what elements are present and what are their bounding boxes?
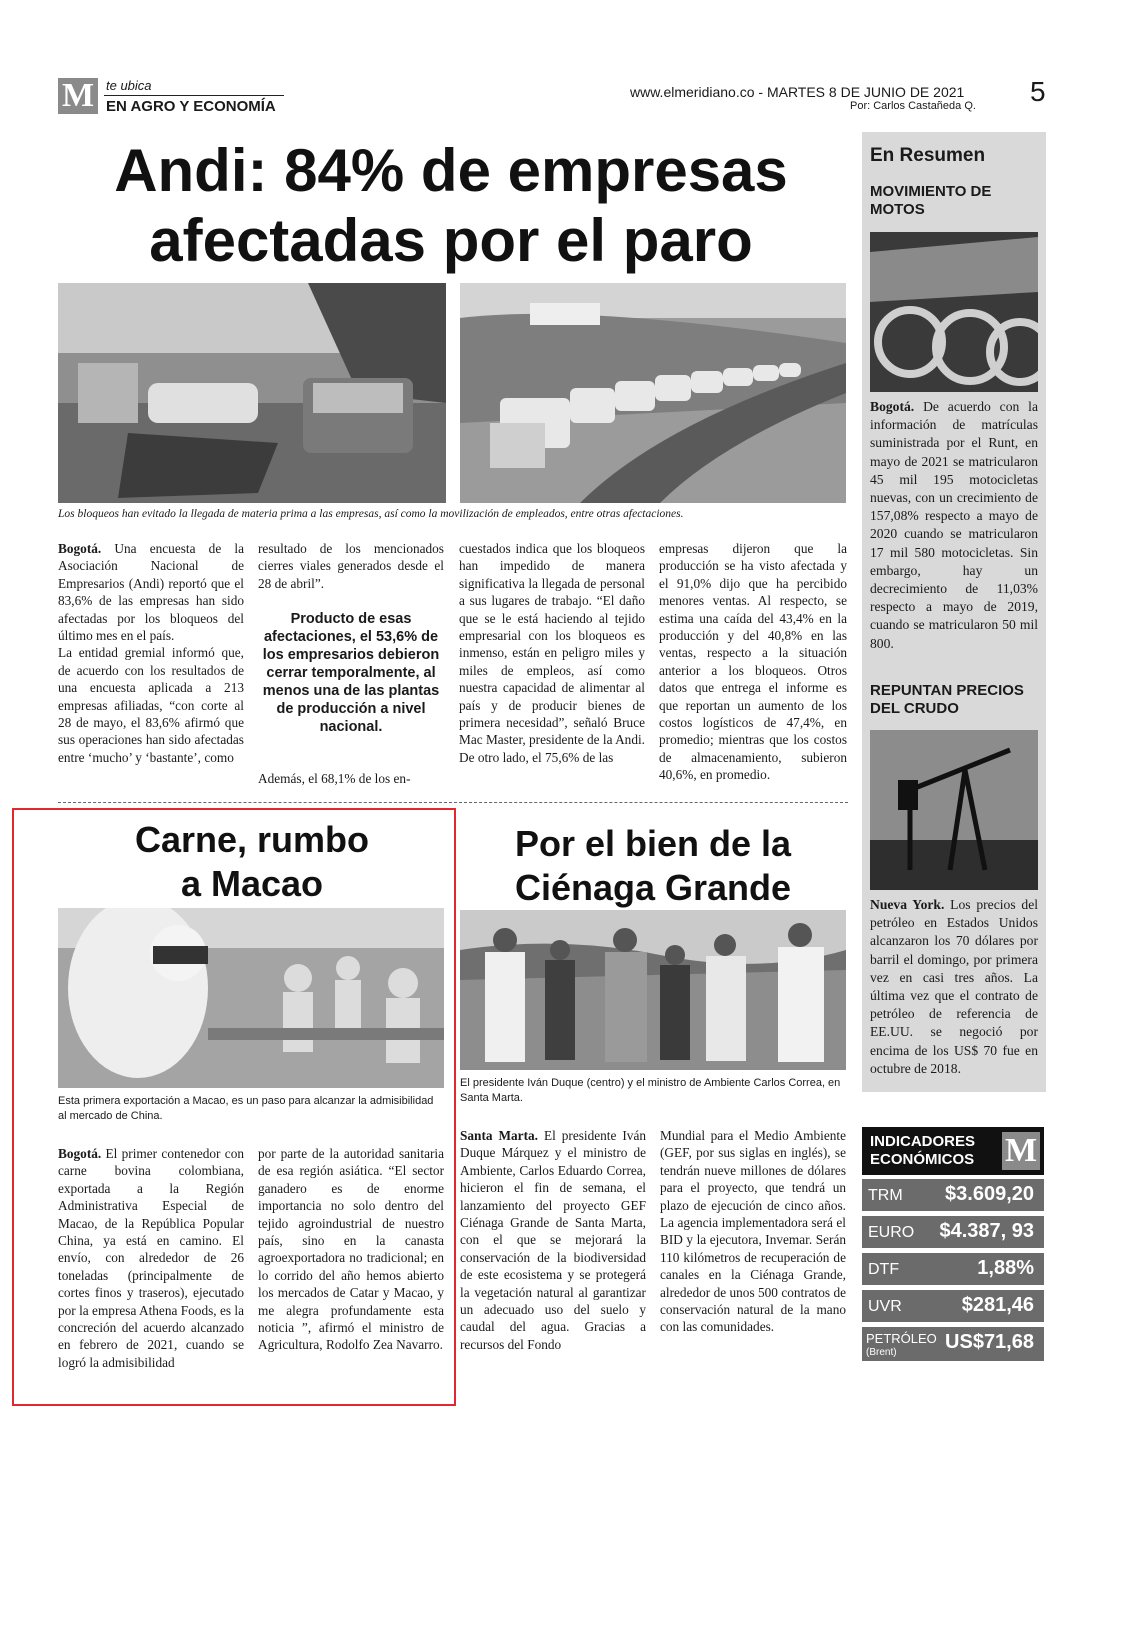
main-col-4 [659, 540, 847, 784]
indicator-value: $3.609,20 [945, 1183, 1034, 1205]
oil-pump-photo-art [870, 730, 1038, 890]
main-col2-text: resultado de los mencionados cierres viales generados desde el 28 de abril”. [258, 541, 444, 591]
main-dateline: Bogotá. [58, 541, 102, 556]
cienaga-dateline: Santa Marta. [460, 1128, 538, 1143]
indicator-row-trm [862, 1179, 1044, 1211]
cienaga-headline-line2: Ciénaga Grande [514, 867, 792, 908]
macao-headline-line1: Carne, rumbo [134, 819, 370, 860]
macao-col-1 [58, 1145, 244, 1371]
president-photo-art [460, 910, 846, 1070]
main-headline [48, 136, 854, 276]
macao-col2-text: por parte de la autoridad sanitaria de esa región asiática. “El sector ganadero es de enorme importancia no solo dentro del tejido agroindustrial de nuestro país, sino en la canasta agroexportadora no tradicional; en lo corrido del año hemos abierto los mercados de Catar y Macao, y me alegra profundamente esta noticia ”, afirmó el ministro de Agricultura, Rodolfo Zea Navarro. [258, 1146, 444, 1353]
oil-pump-photo [870, 730, 1038, 890]
macao-col-2 [258, 1145, 444, 1354]
sidebar-title: En Resumen [870, 145, 986, 166]
section-name: EN AGRO Y ECONOMÍA [106, 98, 276, 115]
sidebar-item1-body [870, 398, 1038, 653]
indicators-title-line1: INDICADORES [870, 1133, 976, 1150]
main-col4-text: empresas dijeron que la producción se ha visto afectada y el 91,0% dijo que ha percibido menores ventas. Al respecto, se estima una caída del 43,4% en la producción y del 40,8% en las ventas, respecto a la situación anterior a los bloqueos. Otros datos que entrega el informe es que reportan un aumento de los costos logísticos de 47,4%, en promedio; mientras que los costos de almacenamiento, subieron 40,6%, en promedio. [659, 541, 847, 783]
section-divider [104, 95, 284, 96]
trucks-photo-art [460, 283, 846, 503]
cienaga-photo-caption: El presidente Iván Duque (centro) y el ministro de Ambiente Carlos Correa, en Santa Marta. [460, 1077, 841, 1104]
indicators-list [862, 1179, 1044, 1361]
main-col3-text: cuestados indica que los bloqueos han impedido de manera significativa la llegada de personal a sus lugares de trabajo. “El daño que se le está haciendo al tejido empresarial con los bloqueos es inmenso, están en peligro miles y miles de empleos, así como nuestra capacidad de alimentar al país y de producir bienes de primera necesidad”, señaló Bruce Mac Master, presidente de la Andi. De otro lado, el 75,6% de las [459, 541, 645, 765]
indicators-title-line2: ECONÓMICOS [870, 1151, 975, 1168]
main-col-3 [459, 540, 645, 766]
indicator-label: PETRÓLEO [866, 1331, 937, 1346]
main-col2-continuation [258, 770, 444, 787]
blockade-photo [58, 283, 446, 503]
macao-headline [58, 818, 446, 906]
pull-quote: Producto de esas afectaciones, el 53,6% de los empresarios debieron cerrar temporalmente, al menos una de las plantas de producción a nivel nacional. [262, 611, 440, 735]
cienaga-headline [460, 822, 846, 910]
indicators-logo: M [1002, 1132, 1040, 1170]
main-photo-caption: Los bloqueos han evitado la llegada de materia prima a las empresas, así como la movilización de empleados, entre otras afectaciones. [58, 508, 684, 520]
cienaga-headline-line1: Por el bien de la [514, 823, 792, 864]
indicator-row-euro [862, 1216, 1044, 1248]
indicator-sublabel: (Brent) [866, 1347, 897, 1358]
newspaper-logo: M [58, 78, 98, 114]
sidebar-item2-body [870, 896, 1038, 1078]
blockade-photo-art [58, 283, 446, 503]
section-separator [58, 802, 848, 803]
sidebar-item2-dateline: Nueva York. [870, 897, 945, 912]
indicator-value: 1,88% [977, 1257, 1034, 1279]
sidebar-item2-title: REPUNTAN PRECIOS DEL CRUDO [870, 682, 1024, 717]
indicator-label: UVR [868, 1298, 902, 1315]
main-col-1 [58, 540, 244, 766]
indicator-value: $281,46 [961, 1294, 1034, 1316]
sidebar-item1-title: MOVIMIENTO DE MOTOS [870, 183, 992, 218]
main-col1-text: Una encuesta de la Asociación Nacional de Empresarios (Andi) reportó que el 83,6% de las empresas han sido afectadas por los bloqueos del último mes en el país. [58, 541, 244, 644]
cienaga-col-1 [460, 1127, 646, 1353]
macao-col1-text: El primer contenedor con carne bovina colombiana, exportada a la Región Administrativa Especial de Macao, de la República Popular China, ya está en camino. El envío, con alrededor de 26 toneladas (principalmente de cortes finos y traseros), ejecutado por la empresa Athena Foods, es la concreción del acuerdo alcanzado en febrero de 2021, cuando se logró la admisibilidad [58, 1146, 244, 1370]
main-headline-line2: afectadas por el paro [149, 207, 753, 274]
indicator-label: EURO [868, 1224, 915, 1241]
sidebar-item1-dateline: Bogotá. [870, 399, 915, 414]
meat-plant-photo [58, 908, 444, 1088]
main-col1-text2: La entidad gremial informó que, de acuerdo con los resultados de una encuesta aplicada a 213 empresas afiliadas, “con corte al 28 de mayo, el 83,6% afirmó que sus operaciones han sido afectadas entre ‘mucho’ y ‘bastante’, como [58, 645, 244, 765]
motorcycles-photo-art [870, 232, 1038, 392]
sidebar-item2-text: Los precios del petróleo en Estados Unidos alcanzaron los 70 dólares por barril el domingo, por primera vez en casi tres años. La última vez que el contrato de petróleo de referencia de EE.UU. se negoció por encima de los US$ 70 fue en octubre de 2018. [870, 897, 1038, 1076]
site-date: www.elmeridiano.co - MARTES 8 DE JUNIO DE 2021 [630, 84, 965, 100]
page-number: 5 [1030, 76, 1046, 107]
macao-dateline: Bogotá. [58, 1146, 102, 1161]
main-col2-text2: Además, el 68,1% de los en- [258, 771, 411, 786]
cienaga-col-2 [660, 1127, 846, 1336]
sidebar-item1-text: De acuerdo con la información de matrículas suministrada por el Runt, en mayo de 2021 se matricularon 45 mil 195 motocicletas nuevas, con un crecimiento de 157,08% respecto a mayo de 2020 cuando se matricularon 17 mil 580 motocicletas. Sin embargo, hay un decrecimiento de 11,03% respecto a mayo de 2019, cuando se matricularon 50 mil 800. [870, 399, 1038, 651]
motorcycles-photo [870, 232, 1038, 392]
indicator-row-dtf [862, 1253, 1044, 1285]
indicator-row-uvr [862, 1290, 1044, 1322]
macao-headline-line2: a Macao [180, 863, 324, 904]
main-headline-line1: Andi: 84% de empresas [114, 137, 788, 204]
cienaga-col2-text: Mundial para el Medio Ambiente (GEF, por sus siglas en inglés), se tendrán nueve millones de dólares para el proyecto, que tendrá un plazo de ejecución de cinco años. La agencia implementadora será el BID y la ejecutora, Invemar. Serán 110 kilómetros de recuperación de canales en la Ciénaga Grande, alrededor de unos 500 contratos de conservación natural de la mano con las comunidades. [660, 1128, 846, 1335]
meat-plant-photo-art [58, 908, 444, 1088]
indicator-value: US$71,68 [945, 1331, 1034, 1353]
byline: Por: Carlos Castañeda Q. [850, 100, 976, 112]
indicators-header [862, 1127, 1044, 1175]
indicator-label: DTF [868, 1261, 900, 1278]
macao-photo-caption: Esta primera exportación a Macao, es un paso para alcanzar la admisibilidad al mercado de China. [58, 1095, 434, 1122]
indicators-title [870, 1133, 975, 1169]
trucks-photo [460, 283, 846, 503]
president-photo [460, 910, 846, 1070]
indicator-row-petroleo [862, 1327, 1044, 1361]
indicator-value: $4.387, 93 [939, 1220, 1034, 1242]
main-col-2 [258, 540, 444, 592]
section-tag: te ubica [106, 78, 152, 93]
cienaga-col1-text: El presidente Iván Duque Márquez y el ministro de Ambiente, Carlos Eduardo Correa, hicieron el fin de semana, el lanzamiento del proyecto GEF Ciénaga Grande de Santa Marta, con el que se mejorará la conservación de la biodiversidad de este ecosistema y se protegerá la vegetación natural al garantizar un adecuado uso del suelo y caudal del agua. Gracias a recursos del Fondo [460, 1128, 647, 1352]
indicator-label: TRM [868, 1187, 903, 1204]
